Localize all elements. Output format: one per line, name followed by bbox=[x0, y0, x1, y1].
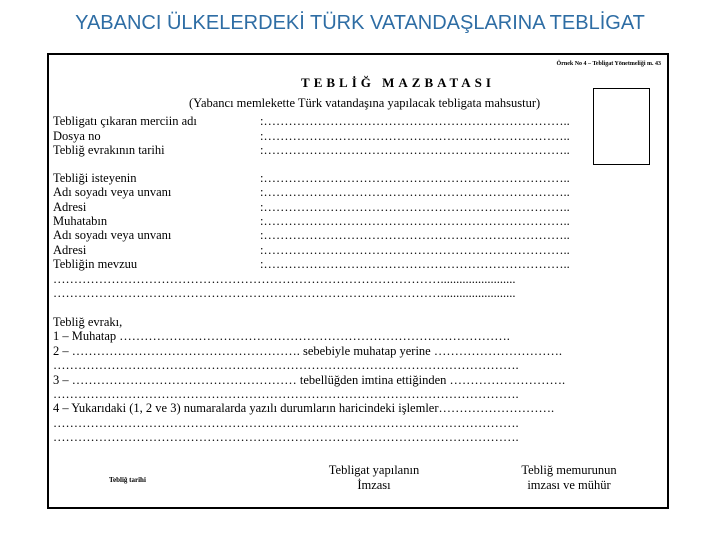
field-value[interactable]: :……………………………………………………………….. bbox=[260, 171, 570, 185]
field-label: Adı soyadı veya unvanı bbox=[53, 228, 172, 243]
field-value[interactable]: :……………………………………………………………….. bbox=[260, 256, 570, 271]
date-label: Tebliğ tarihi bbox=[109, 476, 146, 484]
page-title: YABANCI ÜLKELERDEKİ TÜRK VATANDAŞLARINA TEBLİGAT bbox=[75, 12, 645, 34]
field-label: Adı soyadı veya unvanı bbox=[53, 185, 172, 200]
field-label: Tebliğ evrakının tarihi bbox=[53, 143, 165, 157]
officer-signature-line1: Tebliğ memurunun bbox=[521, 463, 617, 477]
field-value[interactable]: :……………………………………………………………….. bbox=[260, 213, 570, 228]
blank-line: …………………………………………………………………………………........................ bbox=[53, 286, 516, 301]
officer-signature bbox=[489, 463, 649, 493]
field-label: Muhatabın bbox=[53, 213, 108, 228]
field-label: Dosya no bbox=[53, 128, 101, 143]
field-value[interactable]: :……………………………………………………………….. bbox=[260, 228, 570, 243]
form-subtitle: (Yabancı memlekette Türk vatandaşına yapılacak tebligata mahsustur) bbox=[189, 96, 541, 110]
field-value[interactable]: :……………………………………………………………….. bbox=[260, 199, 570, 214]
blank-line: …………………………………………………………………………………........................ bbox=[53, 272, 516, 286]
recipient-signature-line2: İmzası bbox=[357, 478, 391, 492]
evrak-line: 4 – Yukarıdaki (1, 2 ve 3) numaralarda yazılı durumların haricindeki işlemler………………………. bbox=[53, 401, 555, 416]
form-reference: Örnek No 4 – Tebligat Yönetmeliği m. 43 bbox=[556, 61, 661, 67]
photo-box bbox=[593, 88, 650, 165]
field-value[interactable]: :……………………………………………………………….. bbox=[260, 242, 570, 257]
field-label: Adresi bbox=[53, 242, 87, 257]
field-label: Adresi bbox=[53, 199, 87, 214]
officer-signature-line2: imzası ve mühür bbox=[527, 478, 611, 492]
recipient-signature-line1: Tebligat yapılanın bbox=[328, 463, 420, 477]
form-heading: TEBLİĞ MAZBATASI bbox=[301, 75, 495, 90]
field-value[interactable]: :……………………………………………………………….. bbox=[260, 128, 570, 143]
field-value[interactable]: :……………………………………………………………….. bbox=[260, 185, 570, 200]
evrak-line: 1 – Muhatap …………………………………………………………………………………. bbox=[53, 329, 510, 344]
recipient-signature bbox=[289, 463, 459, 493]
evrak-line: …………………………………………………………………………………………………. bbox=[53, 358, 519, 373]
field-value[interactable]: :……………………………………………………………….. bbox=[260, 114, 570, 128]
field-label: Tebliği isteyenin bbox=[53, 171, 137, 185]
field-value[interactable]: :……………………………………………………………….. bbox=[260, 143, 570, 157]
evrak-line: …………………………………………………………………………………………………. bbox=[53, 430, 519, 445]
evrak-line: 3 – ……………………………………………… tebellüğden imtina ettiğinden ………………………. bbox=[53, 372, 566, 387]
field-label: Tebliğin mevzuu bbox=[53, 256, 138, 271]
field-label: Tebligatı çıkaran merciin adı bbox=[53, 114, 197, 128]
notification-form bbox=[47, 53, 669, 509]
evrak-line: …………………………………………………………………………………………………. bbox=[53, 415, 519, 430]
evrak-line: Tebliğ evrakı, bbox=[53, 315, 123, 329]
evrak-line: 2 – ………………………………………………. sebebiyle muhatap yerine …………………………. bbox=[53, 343, 562, 358]
evrak-line: …………………………………………………………………………………………………. bbox=[53, 387, 519, 401]
